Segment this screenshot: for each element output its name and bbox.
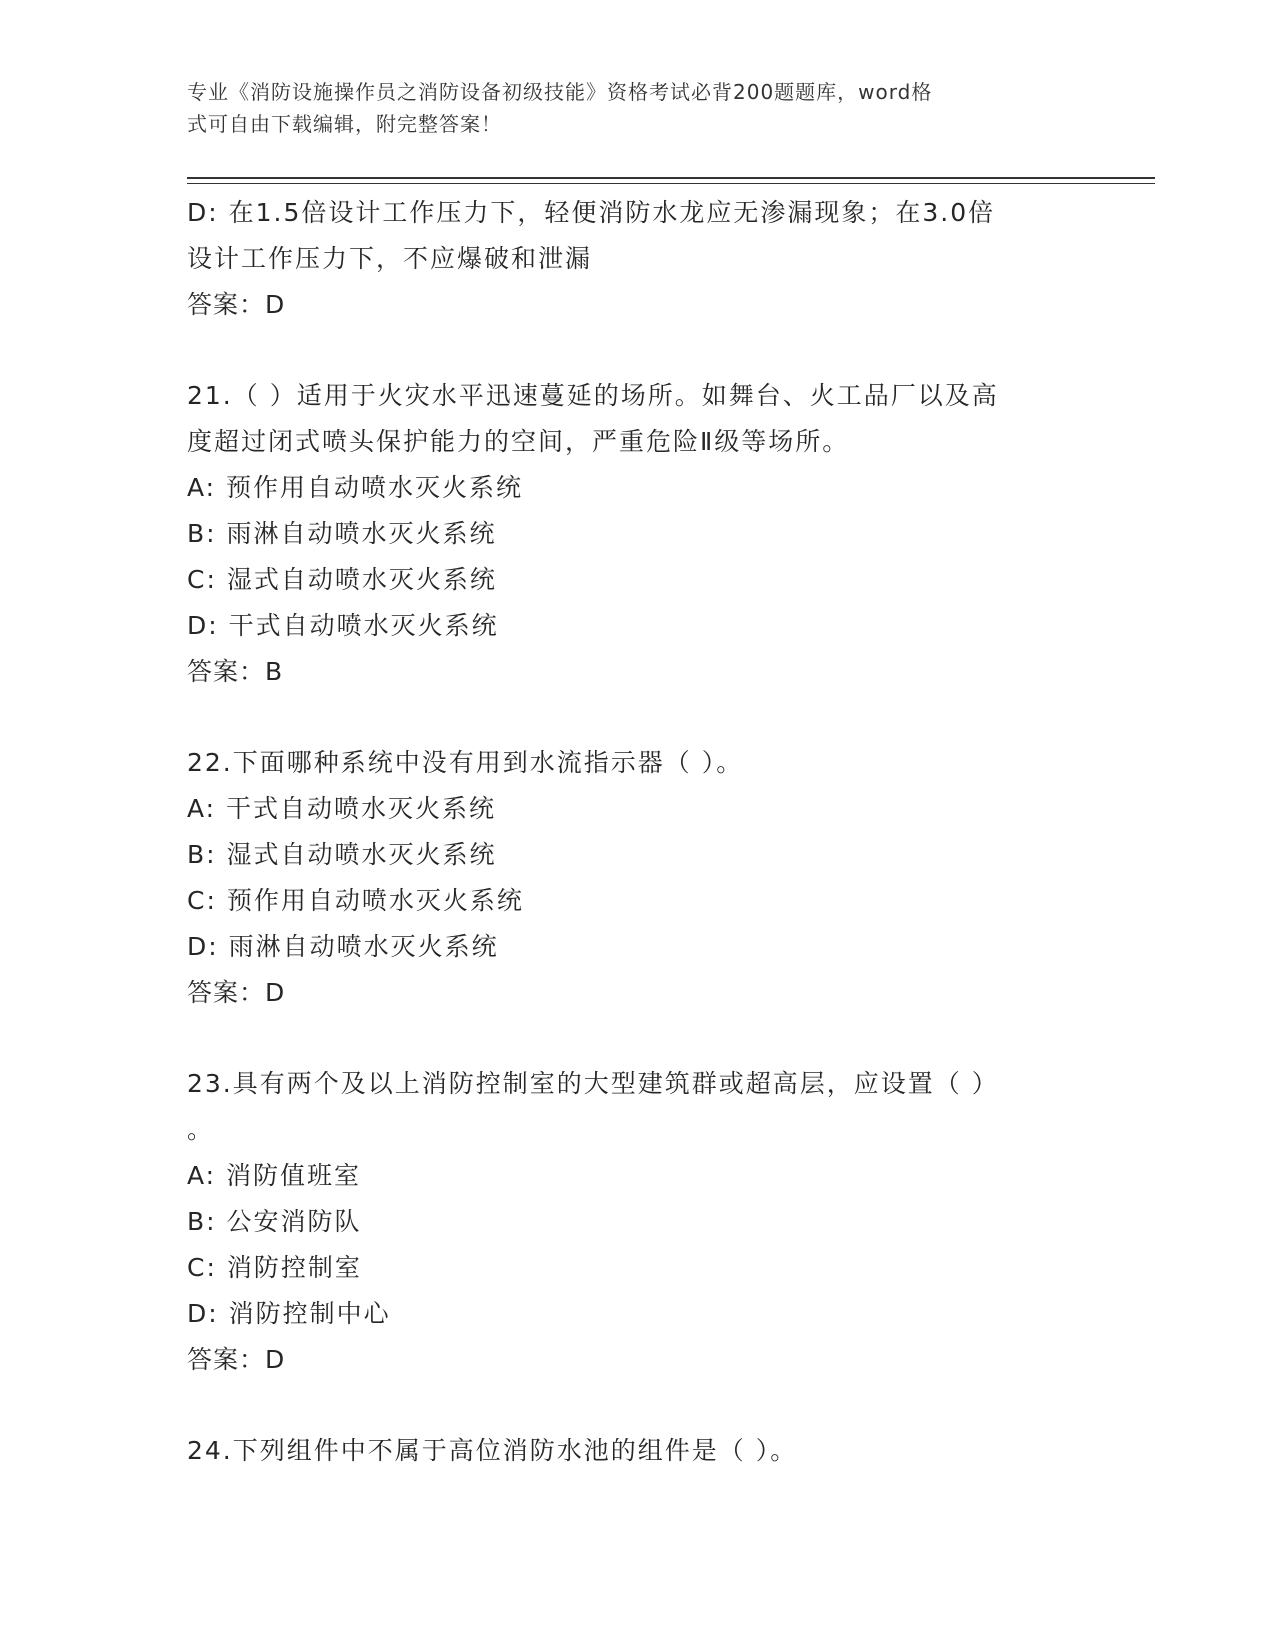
question-stem: 21.（ ）适用于火灾水平迅速蔓延的场所。如舞台、火工品厂以及高 (187, 381, 999, 410)
answer-line: 答案：D (187, 290, 286, 319)
question-stem-continued: 度超过闭式喷头保护能力的空间，严重危险Ⅱ级等场所。 (187, 427, 850, 456)
question-stem: 23.具有两个及以上消防控制室的大型建筑群或超高层，应设置（ ） (187, 1069, 999, 1098)
question-stem-continued: 。 (187, 1115, 215, 1144)
question-list (187, 190, 1087, 1474)
header-line-2: 式可自由下载编辑，附完整答案！ (187, 112, 502, 136)
question-stem: 24.下列组件中不属于高位消防水池的组件是（ ）。 (187, 1436, 798, 1465)
question-fragment (187, 190, 1087, 328)
option-d-continued: 设计工作压力下，不应爆破和泄漏 (187, 244, 593, 273)
question-23 (187, 1061, 1087, 1383)
option-a: A: 干式自动喷水灭火系统 (187, 794, 497, 823)
option-a: A: 消防值班室 (187, 1161, 362, 1190)
option-c: C: 预作用自动喷水灭火系统 (187, 886, 524, 915)
question-24 (187, 1428, 1087, 1474)
question-21 (187, 373, 1087, 695)
option-d: D: 雨淋自动喷水灭火系统 (187, 932, 499, 961)
option-b: B: 雨淋自动喷水灭火系统 (187, 519, 497, 548)
answer-line: 答案：D (187, 978, 286, 1007)
header-divider-thick (187, 177, 1155, 179)
option-d: D: 在1.5倍设计工作压力下，轻便消防水龙应无渗漏现象；在3.0倍 (187, 198, 996, 227)
option-b: B: 公安消防队 (187, 1207, 362, 1236)
option-c: C: 湿式自动喷水灭火系统 (187, 565, 497, 594)
header-line-1: 专业《消防设施操作员之消防设备初级技能》资格考试必背200题题库，word格 (187, 80, 933, 104)
option-d: D: 干式自动喷水灭火系统 (187, 611, 499, 640)
answer-line: 答案：D (187, 1345, 286, 1374)
header-divider-thin (187, 183, 1155, 184)
question-22 (187, 740, 1087, 1016)
option-a: A: 预作用自动喷水灭火系统 (187, 473, 524, 502)
answer-line: 答案：B (187, 657, 284, 686)
document-header (187, 76, 1067, 140)
option-b: B: 湿式自动喷水灭火系统 (187, 840, 497, 869)
question-stem: 22.下面哪种系统中没有用到水流指示器（ ）。 (187, 748, 744, 777)
option-d: D: 消防控制中心 (187, 1299, 391, 1328)
option-c: C: 消防控制室 (187, 1253, 362, 1282)
